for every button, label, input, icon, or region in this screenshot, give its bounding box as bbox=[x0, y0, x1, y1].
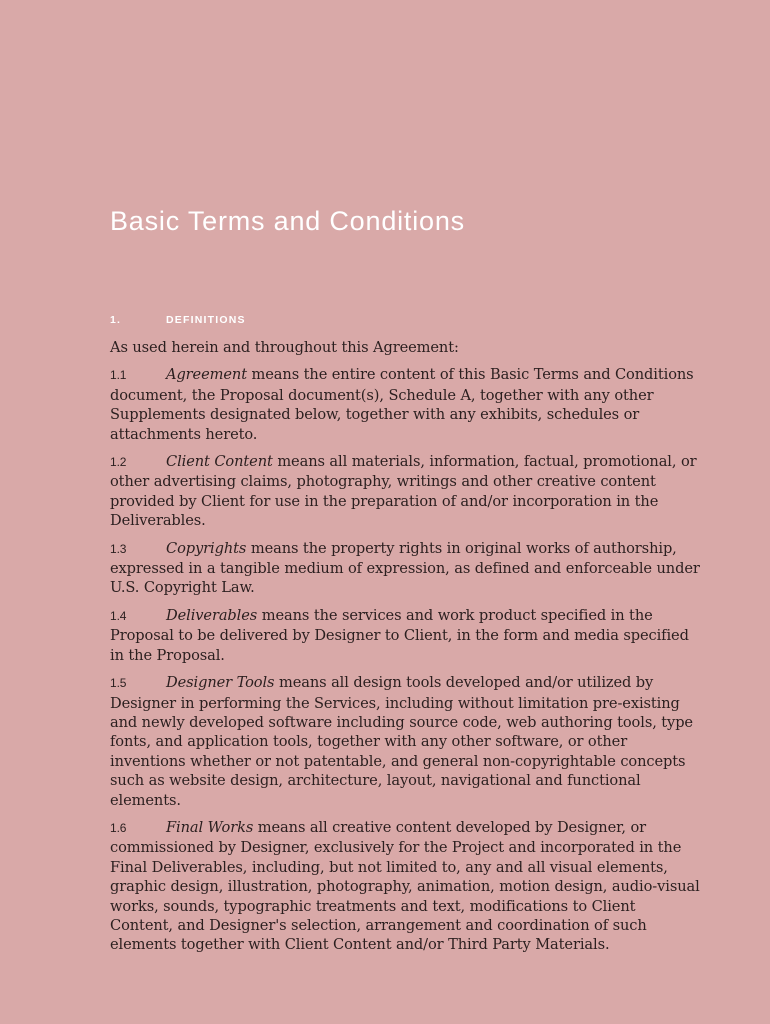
clause-term: Deliverables bbox=[166, 606, 258, 624]
clause-1-1 bbox=[110, 365, 700, 444]
clause-1-4 bbox=[110, 606, 700, 665]
clause-number: 1.1 bbox=[110, 368, 127, 383]
document-body bbox=[110, 338, 700, 963]
clause-term: Final Works bbox=[166, 818, 254, 836]
clause-number: 1.6 bbox=[110, 820, 127, 835]
intro-paragraph: As used herein and throughout this Agreement: bbox=[110, 339, 459, 356]
clause-1-2 bbox=[110, 452, 700, 531]
section-heading bbox=[110, 314, 246, 326]
clause-number: 1.2 bbox=[110, 455, 127, 470]
clause-term: Agreement bbox=[166, 366, 247, 384]
clause-term: Designer Tools bbox=[166, 674, 275, 692]
clause-1-3 bbox=[110, 539, 700, 598]
clause-text: means all creative content developed by Designer, or commissioned by Designer, exclusively for the Project and incorporated in the Final Deliverables, including, but not limited to, any and all visual elements, graphic design, illustration, photography, animation, motion design, audio-visual works, sounds, typographic treatments and text, modifications to Client Content, and Designer's selection, arrangement and coordination of such elements together with Client Content and/or Third Party Materials. bbox=[110, 818, 700, 954]
clause-text: means the entire content of this Basic Terms and Conditions document, the Proposal document(s), Schedule A, together with any other Supplements designated below, together with any exhibits, schedules or attachments hereto. bbox=[110, 366, 694, 443]
clause-text: means the services and work product specified in the Proposal to be delivered by Designer to Client, in the form and media specified in the Proposal. bbox=[110, 606, 689, 664]
clause-term: Client Content bbox=[166, 453, 273, 471]
clause-1-5 bbox=[110, 673, 700, 810]
clause-text: means all design tools developed and/or utilized by Designer in performing the Services, including without limitation pre-existing and newly developed software including source code, web authoring tools, type fonts, and application tools, together with any other software, or other inventions whether or not patentable, and general non-copyrightable concepts such as website design, architecture, layout, navigational and functional elements. bbox=[110, 674, 693, 809]
clause-1-6 bbox=[110, 818, 700, 955]
clause-text: means the property rights in original works of authorship, expressed in a tangible medium of expression, as defined and enforceable under U.S. Copyright Law. bbox=[110, 539, 700, 597]
section-title: DEFINITIONS bbox=[166, 314, 246, 326]
clause-term: Copyrights bbox=[166, 539, 247, 557]
clause-number: 1.5 bbox=[110, 676, 127, 691]
clause-number: 1.4 bbox=[110, 608, 127, 623]
section-number: 1. bbox=[110, 314, 122, 326]
clause-number: 1.3 bbox=[110, 541, 127, 556]
page-title: Basic Terms and Conditions bbox=[110, 206, 465, 236]
clause-text: means all materials, information, factual, promotional, or other advertising claims, photography, writings and other creative content provided by Client for use in the preparation of and/or incorporation in the Deliverables. bbox=[110, 453, 697, 530]
